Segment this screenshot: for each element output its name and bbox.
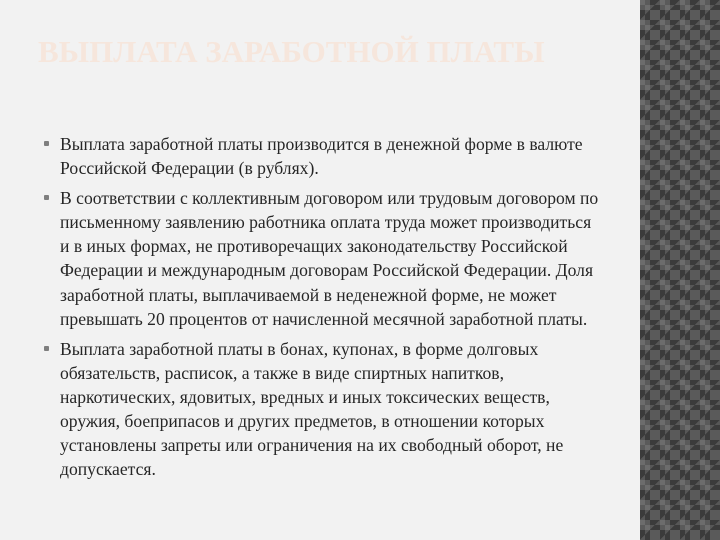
- bullet-text: Выплата заработной платы в бонах, купонах, в форме долговых обязательств, расписок, а также в виде спиртных напитков, наркотических, ядовитых, вредных и иных токсических веществ, оружия, боеприпасов и других предметов, в отношении которых установлены запреты или ограничения на их свободный оборот, не допускается.: [60, 338, 564, 480]
- bullet-item: [44, 132, 604, 180]
- decorative-pattern-strip: [640, 0, 720, 540]
- bullet-marker-icon: [44, 346, 49, 351]
- bullet-marker-icon: [44, 141, 49, 146]
- bullet-item: [44, 337, 604, 482]
- slide-title: ВЫПЛАТА ЗАРАБОТНОЙ ПЛАТЫ: [38, 34, 545, 69]
- bullet-text: Выплата заработной платы производится в денежной форме в валюте Российской Федерации (в рублях).: [60, 134, 583, 179]
- bullet-list: [44, 132, 604, 487]
- bullet-text: В соответствии с коллективным договором или трудовым договором по письменному заявлению работника оплата труда может производиться и в иных формах, не противоречащих законодательству Российской Федерации и международным договорам Российской Федерации. Доля заработной платы, выплачиваемой в неденежной форме, не может превышать 20 процентов от начисленной месячной заработной платы.: [60, 188, 599, 329]
- bullet-marker-icon: [44, 195, 49, 200]
- bullet-item: [44, 186, 604, 331]
